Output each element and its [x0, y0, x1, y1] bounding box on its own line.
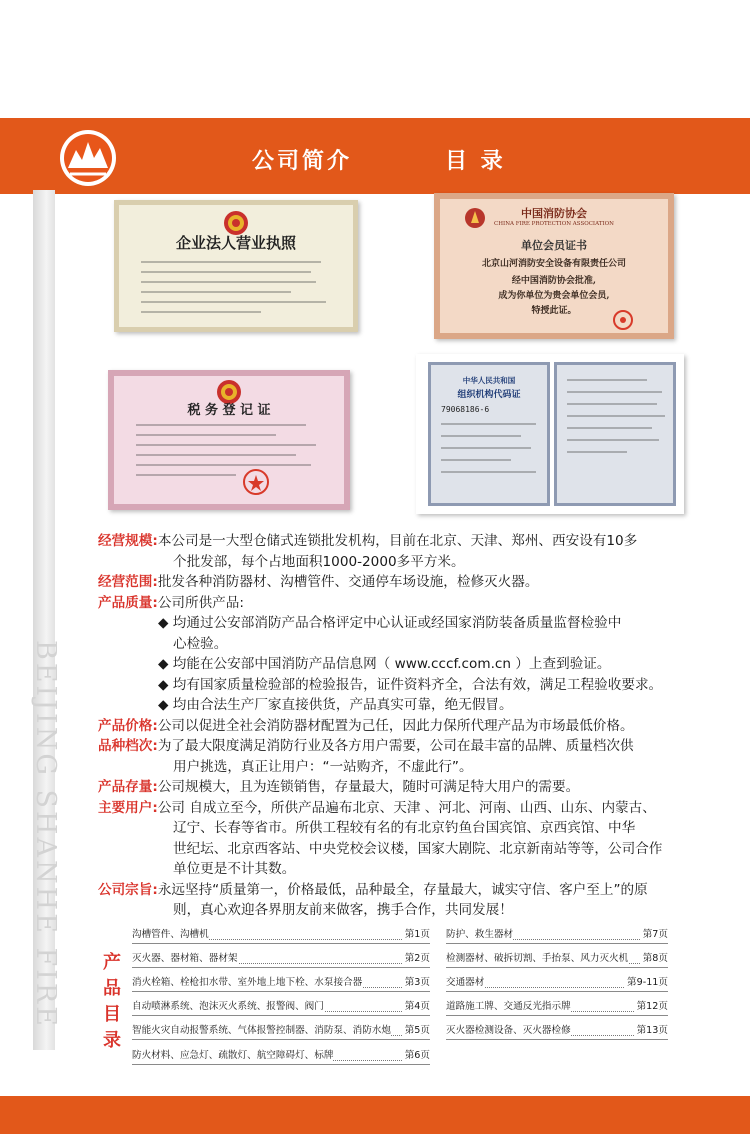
intro-title: 公司简介 [252, 149, 353, 174]
scale-label: 经营规模: [98, 533, 158, 549]
org-code-title: 组织机构代码证 [457, 390, 521, 400]
variety-text: 为了最大限度满足消防行业及各方用户需要，公司在最丰富的品牌、质量档次供 [157, 738, 634, 754]
users-label: 主要用户: [98, 799, 158, 816]
toc-heading [98, 950, 126, 1054]
scale-text: 本公司是一大型仓储式连锁批发机构，目前在北京、天津、郑州、西安设有10多 [157, 533, 638, 549]
toc-heading-char: 目 [103, 1004, 121, 1025]
association-org-name: 中国消防协会 [521, 207, 587, 220]
quality-label: 产品质量: [98, 594, 158, 611]
toc-item[interactable]: 灭火器、器材箱、器材架 第2页 [132, 952, 430, 968]
association-line-3: 成为你单位为贵会单位会员, [498, 291, 610, 301]
tenet-text-cont: 则，真心欢迎各界朋友前来做客，携手合作，共同发展！ [173, 902, 513, 918]
footer-band [0, 1096, 750, 1134]
tenet-label: 公司宗旨: [98, 881, 158, 898]
org-code-country: 中华人民共和国 [462, 376, 516, 385]
stock-text: 公司规模大，且为连锁销售，存量最大，随时可满足特大用户的需要。 [157, 779, 580, 795]
toc-item[interactable]: 交通器材 第9-11页 [446, 976, 668, 992]
association-line-2: 经中国消防协会批准, [511, 276, 597, 286]
quality-bullet-2: ◆ 均能在公安部中国消防产品信息网（ www.cccf.com.cn ）上查到验证。 [158, 656, 611, 672]
company-logo [58, 128, 118, 188]
fire-association-certificate [434, 193, 674, 339]
users-text-cont-1: 辽宁、长春等省市。所供工程较有名的有北京钓鱼台国宾馆、京西宾馆、中华 [173, 820, 636, 836]
business-license-certificate [114, 200, 358, 332]
org-code-left-page [428, 362, 550, 506]
tenet-row [98, 880, 698, 901]
scope-row [98, 572, 698, 593]
business-license-title: 企业法人营业执照 [175, 234, 296, 252]
toc-item[interactable]: 道路施工牌、交通反光指示牌 第12页 [446, 1000, 668, 1016]
quality-text: 公司所供产品: [157, 594, 244, 611]
association-line-4: 特授此证。 [531, 306, 577, 316]
price-text: 公司以促进全社会消防器材配置为己任，因此力保所代理产品为市场最低价格。 [157, 717, 634, 734]
org-code-right-page [554, 362, 676, 506]
toc-title: 目 录 [445, 149, 506, 174]
toc-item[interactable]: 沟槽管件、沟槽机 第1页 [132, 928, 430, 944]
quality-bullet-1: ◆ 均通过公安部消防产品合格评定中心认证或经国家消防装备质量监督检验中 [158, 615, 622, 631]
org-code-number: 79068186-6 [441, 405, 490, 414]
toc-item[interactable]: 防护、救生器材 第7页 [446, 928, 668, 944]
quality-bullet-1-cont: 心检验。 [173, 635, 228, 652]
quality-bullet-4: ◆ 均由合法生产厂家直接供货，产品真实可靠，绝无假冒。 [158, 697, 513, 713]
scope-text: 批发各种消防器材、沟槽管件、交通停车场设施，检修灭火器。 [157, 574, 539, 590]
variety-label: 品种档次: [98, 738, 158, 754]
price-label: 产品价格: [98, 717, 158, 734]
stock-row [98, 777, 698, 798]
association-cert-title: 单位会员证书 [521, 239, 587, 252]
price-row [98, 716, 698, 737]
users-text: 公司 自成立至今，所供产品遍布北京、天津 、河北、河南、山西、山东、内蒙古、 [157, 799, 656, 816]
scale-row [98, 531, 698, 552]
association-org-name-en: CHINA FIRE PROTECTION ASSOCIATION [494, 221, 614, 227]
scope-label: 经营范围: [98, 574, 158, 590]
users-text-cont-2: 世纪坛、北京西客站、中央党校会议楼，国家大剧院、北京新南站等等，公司合作 [173, 840, 663, 857]
users-text-cont-3: 单位更是不计其数。 [173, 861, 296, 877]
association-member-name: 北京山河消防安全设备有限责任公司 [481, 259, 626, 269]
quality-bullet-3: ◆ 均有国家质量检验部的检验报告，证件资料齐全，合法有效，满足工程验收要求。 [158, 676, 663, 693]
organization-code-certificate [416, 354, 684, 514]
variety-row [98, 736, 698, 757]
tenet-text: 永远坚持“质量第一，价格最低，品种最全，存量最大，诚实守信、客户至上”的原 [157, 881, 648, 898]
toc-heading-char: 录 [103, 1030, 121, 1051]
toc-item[interactable]: 检测器材、破拆切割、手抬泵、风力灭火机 第8页 [446, 952, 668, 968]
toc-item[interactable]: 消火栓箱、栓枪扣水带、室外地上地下栓、水泵接合器 第3页 [132, 976, 430, 992]
tax-registration-certificate [108, 370, 350, 510]
company-intro-content [98, 531, 698, 921]
scale-text-cont: 个批发部，每个占地面积1000-2000多平方米。 [173, 553, 465, 570]
toc-heading-char: 品 [103, 978, 121, 999]
quality-row [98, 593, 698, 614]
toc-item[interactable]: 自动喷淋系统、泡沫灭火系统、报警阀、阀门 第4页 [132, 1000, 430, 1016]
toc-item[interactable]: 防火材料、应急灯、疏散灯、航空障碍灯、标牌 第6页 [132, 1049, 430, 1065]
toc-item[interactable]: 灭火器检测设备、灭火器检修 第13页 [446, 1024, 668, 1040]
red-seal-icon [612, 309, 634, 331]
users-row [98, 798, 698, 819]
toc-heading-char: 产 [103, 952, 121, 973]
stock-label: 产品存量: [98, 779, 158, 795]
toc-item[interactable]: 智能火灾自动报警系统、气体报警控制器、消防泵、消防水炮 第5页 [132, 1024, 430, 1040]
variety-text-cont: 用户挑选，真正让用户：“一站购齐，不虚此行”。 [173, 758, 473, 775]
side-watermark-text: BEIJING SHANHE FIRE [30, 640, 61, 1029]
red-seal-icon [242, 468, 270, 496]
tax-registration-title: 税 务 登 记 证 [187, 403, 271, 418]
